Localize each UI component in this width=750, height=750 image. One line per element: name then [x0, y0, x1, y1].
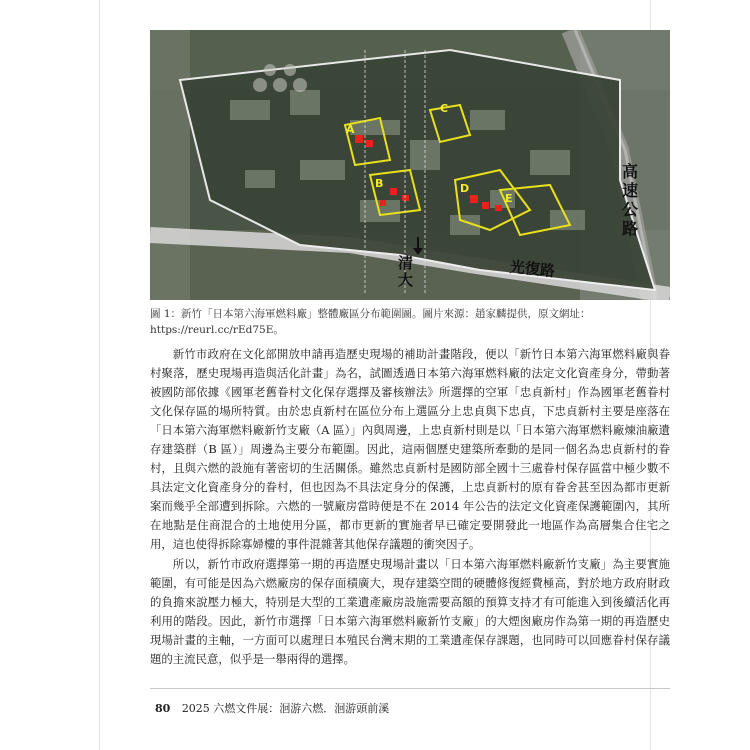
body-paragraph-2: 所以，新竹市政府選擇第一期的再造歷史現場計畫以「日本第六海軍燃料廠新竹支廠」為主要實施範圍，有可能是因為六燃廠房的保存面積廣大，現存建築空間的硬體修復經費極高，對於地方政府財政的負擔來說壓力極大，特別是大型的工業遺產廠房設施需要高額的預算支持才有可能進入到後續活化再利用的階段。因此，新竹市選擇「日本第六海軍燃料廠新竹支廠」的大煙囪廠房作為第一期的再造歷史現場計畫的主軸，一方面可以處理日本殖民台灣末期的工業遺產保存課題，也同時可以回應眷村保存議題的主流民意，似乎是一舉兩得的選擇。: [150, 557, 670, 666]
zone-c-label: C: [440, 102, 449, 115]
body-paragraph-1: 新竹市政府在文化部開放申請再造歷史現場的補助計畫階段，便以「新竹日本第六海軍燃料廠與眷村聚落，歷史現場再造與活化計畫」為名，試圖透過日本第六海軍燃料廠的法定文化資產身分，帶動著被國防部依據《國軍老舊眷村文化保存選擇及審核辦法》所選擇的空軍「忠貞新村」作為國軍老舊眷村文化保存區的場所特質。由於忠貞新村在區位分布上選區分上忠貞與下忠貞，下忠貞新村主要是座落在「日本第六海軍燃料廠新竹支廠（A 區）」內與周邊，上忠貞新村則是以「日本第六海軍燃料廠煉油廠遺存建築群（B 區）」周邊為主要分布範圍。因此，這兩個歷史建築所牽動的是同一個名為忠貞新村的眷村，且與六燃的設施有著密切的生活關係。雖然忠貞新村是國防部全國十三處眷村保存區當中極少數不具法定文化資產身分的眷村，但也因為不具法定身分的保護，上忠貞新村的原有眷舍甚至因為都市更新案而幾乎全部遭到拆除。六燃的一號廠房當時便是不在 2014 年公告的法定文化資產保護範圍內，其所在地點是住商混合的土地使用分區，都市更新的實施者早已確定要開發此一地區作為高層集合住宅之用，這也使得拆除寡婦樓的事件混雜著其他保存議題的衝突因子。: [150, 347, 670, 551]
highway-label: 高速公路: [622, 162, 639, 238]
figure-caption: 圖 1：新竹「日本第六海軍燃料廠」整體廠區分布範圍圖。圖片來源：趙家麟提供，原文網址：https://reurl.cc/rEd75E。: [150, 308, 591, 336]
book-title: 2025 六燃文件展：洄游六燃．洄游頭前溪: [181, 702, 390, 715]
guangfu-road-label: 光復路: [509, 257, 556, 281]
qingda-label: 清大: [398, 254, 414, 289]
book-page: [100, 0, 670, 750]
aerial-map-figure: [150, 30, 670, 300]
zone-a-label: A: [346, 123, 355, 136]
page-footer: [155, 700, 389, 716]
page-number: 80: [155, 702, 171, 715]
footer-divider: [150, 688, 670, 689]
zone-d-label: D: [460, 182, 470, 195]
zone-e-label: E: [505, 192, 513, 205]
zone-b-label: B: [375, 177, 384, 190]
